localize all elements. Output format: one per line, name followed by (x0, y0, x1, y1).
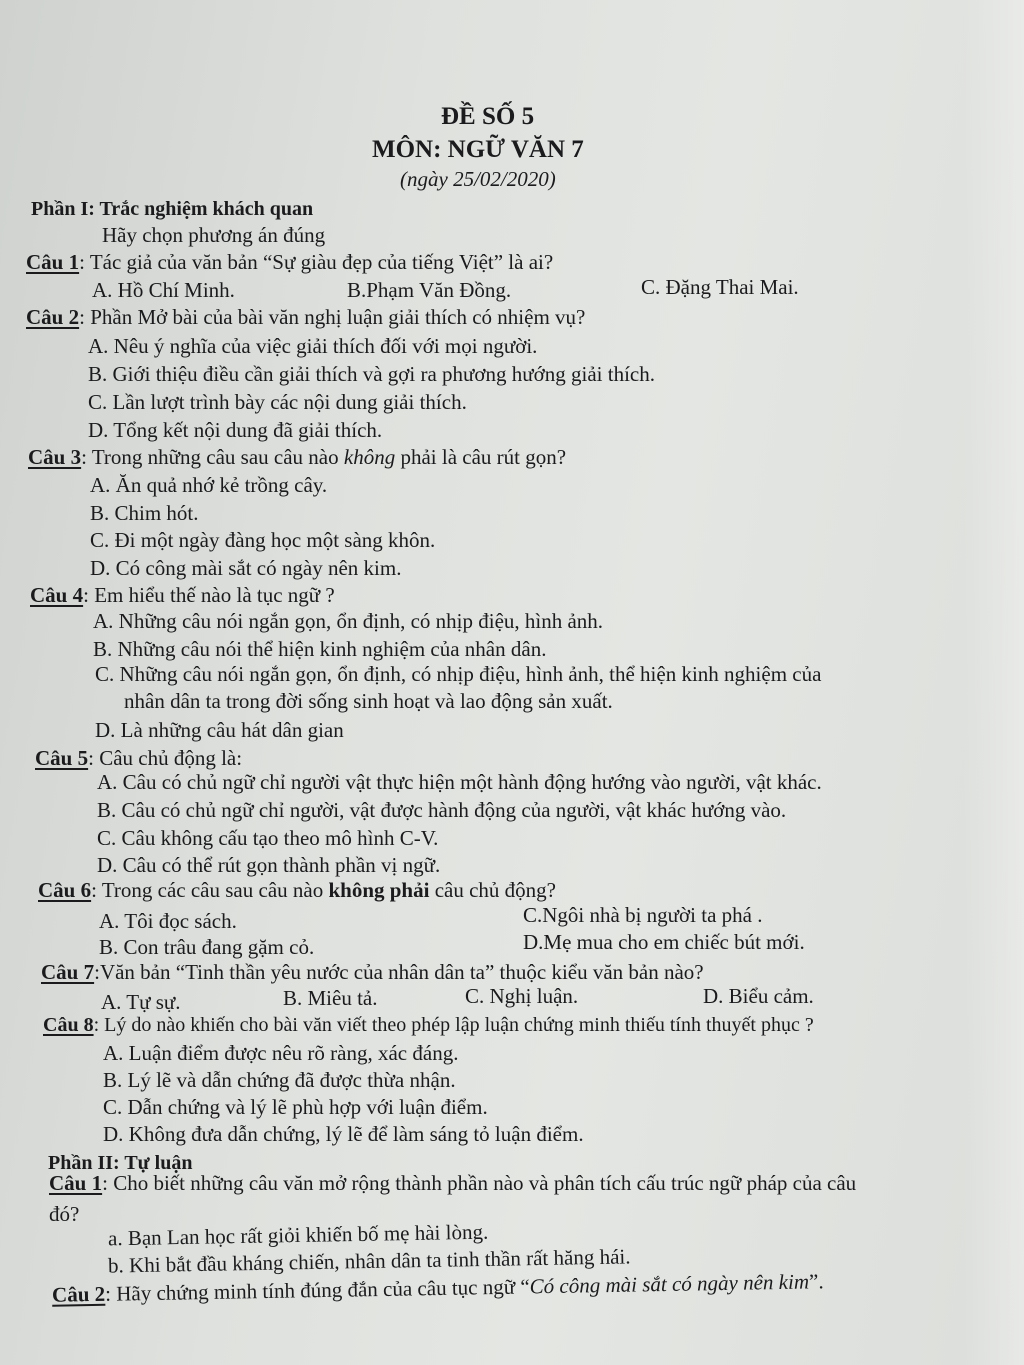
question-text-end: ”. (808, 1269, 824, 1294)
q5-option-b: B. Câu có chủ ngữ chỉ người, vật được hành động của người, vật khác hướng vào. (97, 798, 787, 822)
q2-option-a: A. Nêu ý nghĩa của việc giải thích đối với mọi người. (88, 334, 538, 358)
q8-option-b: B. Lý lẽ và dẫn chứng đã được thừa nhận. (103, 1068, 456, 1092)
q6-option-d: D.Mẹ mua cho em chiếc bút mới. (523, 930, 805, 954)
question-text: : Trong các câu sau câu nào (91, 878, 329, 902)
essay-q1-sentence-b: b. Khi bắt đầu kháng chiến, nhân dân ta tinh thần rất hăng hái. (107, 1244, 631, 1278)
q8-option-a: A. Luận điểm được nêu rõ ràng, xác đáng. (103, 1041, 459, 1065)
part1-instruction: Hãy chọn phương án đúng (102, 223, 326, 247)
exam-subject: MÔN: NGỮ VĂN 7 (372, 136, 584, 163)
question-number: Câu 1 (49, 1171, 103, 1195)
q5-option-c: C. Câu không cấu tạo theo mô hình C-V. (97, 826, 439, 850)
q4-option-a: A. Những câu nói ngắn gọn, ổn định, có nhịp điệu, hình ảnh. (93, 609, 604, 633)
question-number: Câu 7 (41, 960, 95, 984)
q3-option-d: D. Có công mài sắt có ngày nên kim. (90, 556, 402, 580)
q7-option-b: B. Miêu tả. (283, 986, 378, 1010)
q6-option-a: A. Tôi đọc sách. (99, 909, 237, 933)
question-7 (41, 959, 704, 985)
essay-question-1-continued: đó? (49, 1202, 80, 1226)
question-text: : Tác giả của văn bản “Sự giàu đẹp của tiếng Việt” là ai? (79, 250, 554, 274)
q1-option-c: C. Đặng Thai Mai. (641, 275, 799, 299)
q4-option-c: C. Những câu nói ngắn gọn, ổn định, có nhịp điệu, hình ảnh, thể hiện kinh nghiệm của (95, 662, 822, 686)
question-text: : Hãy chứng minh tính đúng đắn của câu tục ngữ “ (104, 1274, 530, 1306)
q8-option-d: D. Không đưa dẫn chứng, lý lẽ để làm sáng tỏ luận điểm. (103, 1122, 584, 1146)
question-number: Câu 5 (35, 746, 89, 770)
question-3 (28, 444, 566, 470)
q6-option-b: B. Con trâu đang gặm cỏ. (99, 935, 315, 959)
q5-option-d: D. Câu có thể rút gọn thành phần vị ngữ. (97, 853, 441, 877)
question-6 (38, 877, 556, 903)
q5-option-a: A. Câu có chủ ngữ chỉ người vật thực hiện một hành động hướng vào người, vật khác. (97, 770, 822, 794)
question-8 (43, 1012, 814, 1038)
question-text: : Cho biết những câu văn mở rộng thành phần nào và phân tích cấu trúc ngữ pháp của câu (102, 1171, 857, 1195)
question-1 (26, 249, 553, 275)
part2-heading: Phần II: Tự luận (48, 1152, 193, 1174)
q7-option-c: C. Nghị luận. (465, 984, 579, 1008)
question-text-end: câu chủ động? (429, 878, 556, 902)
q3-option-c: C. Đi một ngày đàng học một sàng khôn. (90, 528, 436, 552)
question-text: : Câu chủ động là: (88, 746, 243, 770)
paper-shadow (964, 0, 1024, 1365)
question-number: Câu 3 (28, 445, 82, 469)
q6-option-c: C.Ngôi nhà bị người ta phá . (523, 903, 763, 927)
question-number: Câu 8 (43, 1014, 94, 1036)
question-emphasis: không phải (328, 878, 430, 902)
question-text: : Phần Mở bài của bài văn nghị luận giải thích có nhiệm vụ? (79, 305, 586, 329)
exam-title: ĐỀ SỐ 5 (441, 103, 535, 130)
essay-q1-sentence-a: a. Bạn Lan học rất giỏi khiến bố mẹ hài lòng. (107, 1219, 489, 1251)
q1-option-a: A. Hồ Chí Minh. (92, 278, 235, 302)
q8-option-c: C. Dẫn chứng và lý lẽ phù hợp với luận điểm. (103, 1095, 488, 1119)
q2-option-c: C. Lần lượt trình bày các nội dung giải thích. (88, 390, 467, 414)
question-number: Câu 1 (26, 250, 80, 274)
question-number: Câu 2 (26, 305, 80, 329)
essay-question-1 (49, 1170, 856, 1196)
q1-option-b: B.Phạm Văn Đồng. (347, 278, 512, 302)
question-5 (35, 745, 242, 771)
question-number: Câu 4 (30, 583, 84, 607)
q3-option-b: B. Chim hót. (90, 501, 199, 525)
question-4 (30, 582, 335, 608)
q4-option-d: D. Là những câu hát dân gian (95, 718, 344, 742)
question-number: Câu 6 (38, 878, 92, 902)
question-2 (26, 304, 585, 330)
question-text: : Trong những câu sau câu nào (81, 445, 344, 469)
q2-option-b: B. Giới thiệu điều cần giải thích và gợi ra phương hướng giải thích. (88, 362, 655, 386)
proverb-quote: Có công mài sắt có ngày nên kim (529, 1269, 810, 1299)
q4-option-b: B. Những câu nói thể hiện kinh nghiệm của nhân dân. (93, 637, 547, 661)
question-emphasis: không (343, 445, 396, 469)
q3-option-a: A. Ăn quả nhớ kẻ trồng cây. (90, 473, 328, 497)
q7-option-a: A. Tự sự. (101, 990, 181, 1014)
exam-date: (ngày 25/02/2020) (400, 167, 556, 191)
q2-option-d: D. Tổng kết nội dung đã giải thích. (88, 418, 383, 442)
q7-option-d: D. Biểu cảm. (703, 984, 814, 1008)
part1-heading: Phần I: Trắc nghiệm khách quan (31, 198, 314, 220)
q4-option-c-continued: nhân dân ta trong đời sống sinh hoạt và lao động sản xuất. (124, 689, 613, 713)
question-text: : Em hiểu thế nào là tục ngữ ? (83, 583, 335, 607)
question-text: : Lý do nào khiến cho bài văn viết theo phép lập luận chứng minh thiếu tính thuyết phục ? (93, 1014, 814, 1036)
question-text: :Văn bản “Tinh thần yêu nước của nhân dân ta” thuộc kiểu văn bản nào? (94, 960, 704, 984)
question-text-end: phải là câu rút gọn? (395, 445, 567, 469)
question-number: Câu 2 (51, 1281, 106, 1307)
